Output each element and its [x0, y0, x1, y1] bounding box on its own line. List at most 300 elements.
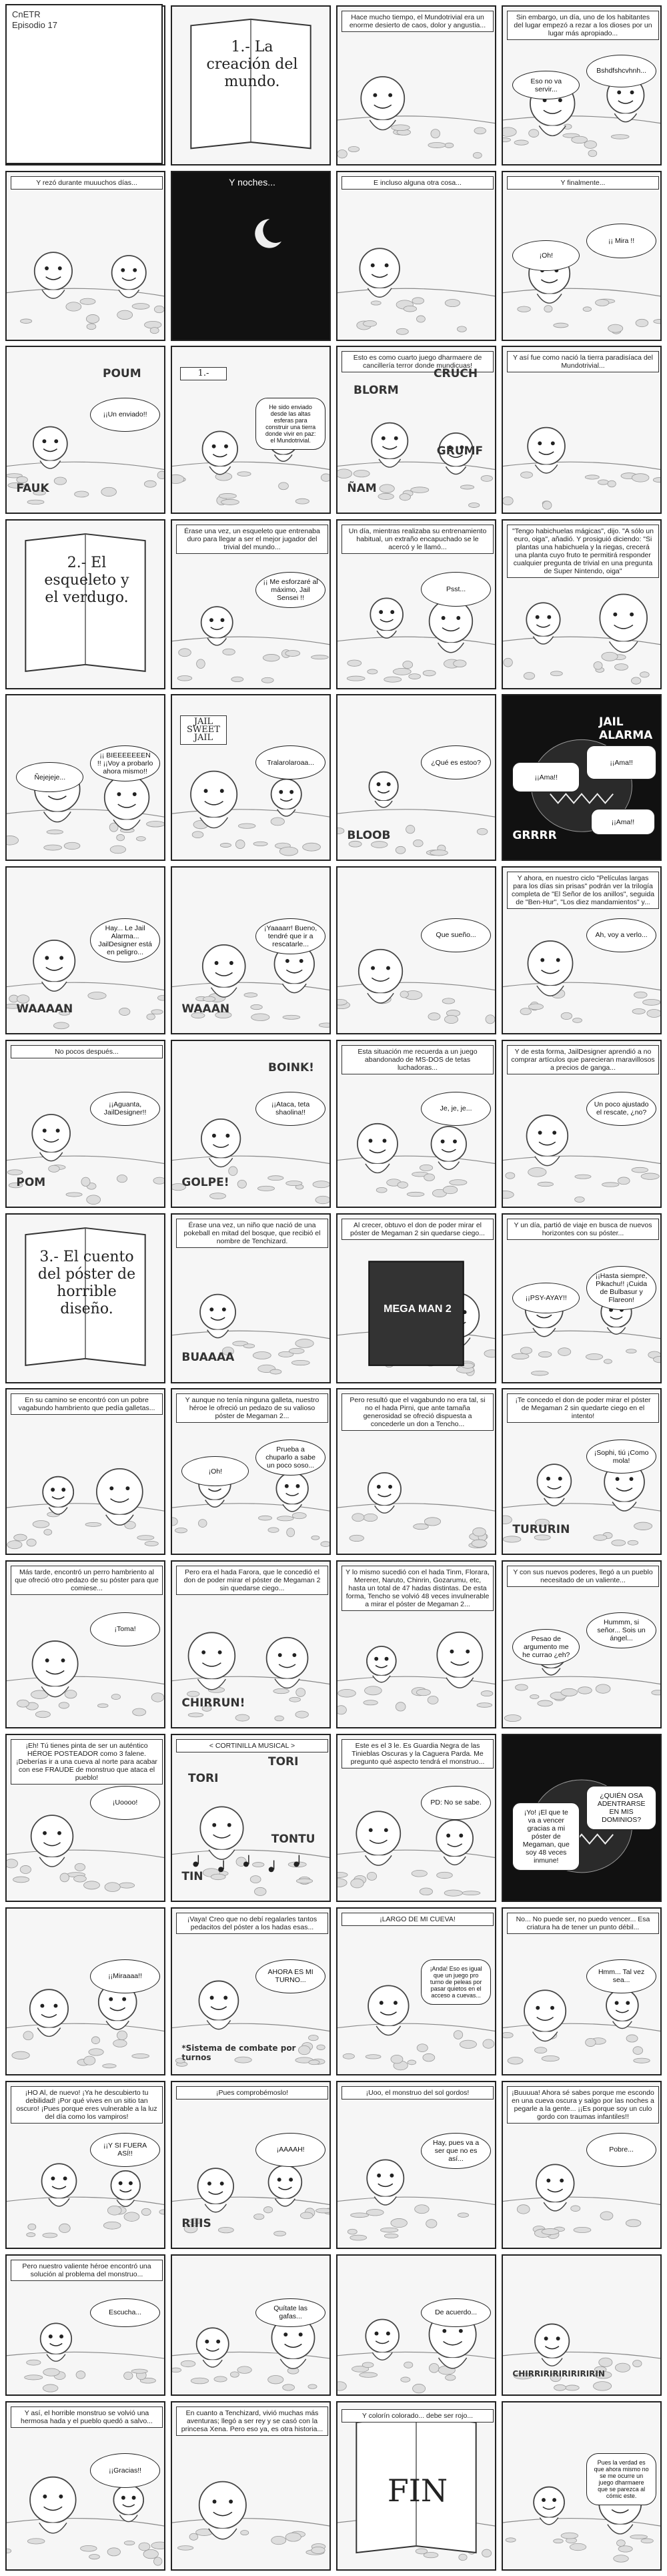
comic-panel: [5, 1040, 165, 1208]
character-eye: [229, 2500, 233, 2504]
sound-effect: *Sistema de combate por turnos: [181, 2043, 296, 2062]
rock-shape: [209, 1193, 225, 1199]
end-title: FIN: [387, 2472, 448, 2509]
speech-bubble: Je, je, je...: [421, 1092, 492, 1126]
rock-shape: [414, 1524, 429, 1530]
character-eye: [59, 2334, 63, 2338]
comic-panel: [336, 2254, 496, 2396]
speech-bubble: ¿Qué es estoo?: [421, 745, 492, 779]
character-eye: [54, 2004, 58, 2008]
rock-shape: [364, 1700, 378, 1705]
ground-line: [503, 1156, 660, 1163]
ground-line: [503, 462, 660, 469]
character-eye: [278, 1653, 282, 1657]
rock-shape: [211, 1874, 225, 1880]
rock-shape: [105, 1883, 120, 1892]
rock-shape: [420, 1888, 432, 1895]
rock-shape: [17, 1700, 29, 1707]
speech-bubble: Psst...: [421, 572, 492, 607]
rock-shape: [542, 2056, 559, 2061]
narration-caption: Pero resultó que el vagabundo no era tal, si no el hada Pirni, que ante tamaña generosidad se ofreció dispuesta a concederle un don a Tencho...: [342, 1393, 494, 1431]
rock-shape: [481, 1691, 493, 1696]
rock-shape: [542, 2228, 559, 2234]
speech-bubble: Hmm... Tal vez sea...: [586, 1959, 657, 1993]
rock-shape: [66, 1193, 82, 1197]
comic-panel: [336, 346, 496, 514]
character-head: [367, 2160, 404, 2196]
sound-effect: WAAAN: [181, 1002, 230, 1016]
rock-shape: [251, 1014, 269, 1021]
comic-panel: [171, 1388, 331, 1555]
rock-shape: [575, 1197, 585, 1202]
character-eye: [133, 792, 137, 796]
character-eye: [617, 90, 621, 94]
speech-bubble: Pues la verdad es que ahora mismo no se me ocurre un juego dharmaere que se parezca al cómic este.: [586, 2453, 657, 2505]
rock-shape: [338, 2382, 346, 2390]
rock-shape: [295, 1339, 313, 1348]
rock-shape: [137, 1536, 154, 1540]
rock-shape: [75, 1863, 85, 1871]
rock-shape: [35, 1711, 50, 1718]
character-eye: [133, 268, 137, 272]
character-eye: [385, 1657, 389, 1661]
character-body: [209, 1158, 233, 1167]
character-eye: [546, 2179, 550, 2183]
comic-panel: [171, 1213, 331, 1383]
character-head: [372, 423, 408, 459]
narration-caption: ¡Te concedo el don de poder mirar el póster de Megaman 2 sin quedarte ciego en el intento!: [507, 1393, 659, 1423]
rock-shape: [223, 649, 235, 655]
rock-shape: [424, 1518, 440, 1526]
sound-effect: TONTU: [271, 1833, 315, 1847]
character-eye: [119, 2181, 123, 2185]
character-body: [47, 2354, 65, 2361]
character-eye: [626, 2001, 630, 2005]
narration-caption: Y finalmente...: [507, 176, 659, 190]
rock-shape: [338, 1689, 356, 1697]
rock-shape: [287, 1528, 295, 1537]
rock-shape: [654, 319, 660, 323]
rock-shape: [220, 843, 231, 847]
rock-shape: [47, 830, 63, 834]
rock-shape: [503, 497, 513, 505]
rock-shape: [566, 2385, 580, 2390]
comic-panel: [5, 694, 165, 861]
narration-caption: ¡HO Al, de nuevo! ¡Ya he descubierto tu debilidad! ¡Por qué vives en un sitio tan oscuro! ¡Pues porque eres vulnerable a la luz del día como los vampiros!: [11, 2086, 163, 2124]
comic-panel: [336, 1734, 496, 1902]
rock-shape: [380, 485, 394, 493]
character-eye: [221, 618, 225, 622]
sound-effect: BUAAAA: [181, 1351, 235, 1364]
rock-shape: [7, 2549, 11, 2553]
character-head: [112, 256, 146, 290]
character-head: [267, 1638, 308, 1679]
rock-shape: [641, 1173, 659, 1179]
speech-bubble: ¡¡Un enviado!!: [90, 398, 161, 432]
rock-shape: [124, 2372, 133, 2379]
rock-shape: [49, 1165, 60, 1172]
rock-shape: [338, 1706, 346, 1714]
rock-shape: [632, 1167, 648, 1173]
speech-bubble: ¡Anda! Eso es igual que un juego pro turno de peleas por pasar quietos en el acceso a cuevas...: [421, 1959, 492, 2005]
rock-shape: [554, 2539, 564, 2543]
rock-shape: [424, 1174, 435, 1181]
character-body: [542, 2358, 562, 2366]
rock-shape: [237, 1180, 246, 1188]
rock-shape: [117, 2031, 127, 2040]
comic-panel: [336, 1040, 496, 1208]
character-body: [49, 2198, 69, 2206]
rock-shape: [110, 846, 125, 854]
sound-effect: WAAAAN: [16, 1002, 73, 1016]
rock-shape: [366, 2209, 384, 2215]
rock-shape: [295, 499, 309, 504]
rock-shape: [268, 2376, 283, 2384]
rock-shape: [285, 2533, 301, 2541]
comic-header: [5, 4, 163, 164]
character-eye: [538, 441, 542, 445]
character-eye: [384, 1828, 388, 1832]
rock-shape: [596, 1684, 610, 1693]
rock-shape: [604, 1359, 612, 1364]
rock-shape: [131, 2369, 147, 2373]
rock-shape: [14, 1534, 27, 1541]
speech-bubble: ¡¡Ama!!: [591, 809, 655, 835]
rock-shape: [87, 324, 96, 330]
rock-shape: [117, 1175, 127, 1183]
character-head: [606, 1989, 638, 2021]
rock-shape: [91, 2037, 99, 2044]
rock-shape: [561, 2533, 578, 2539]
character-eye: [209, 618, 213, 622]
character-eye: [382, 436, 386, 440]
sound-effect: TORI: [268, 1755, 299, 1769]
comic-panel: [502, 1040, 662, 1208]
character-eye: [299, 2332, 303, 2336]
character-head: [526, 603, 560, 636]
character-eye: [289, 790, 293, 794]
character-eye: [374, 1657, 378, 1661]
rock-shape: [391, 2218, 408, 2227]
rock-shape: [263, 654, 279, 661]
character-head: [201, 1119, 240, 1158]
rock-shape: [76, 2371, 85, 2379]
rock-shape: [428, 1013, 440, 1020]
ground-line: [338, 637, 495, 644]
sound-effect: ÑAM: [347, 481, 377, 495]
character-eye: [45, 266, 49, 270]
rock-shape: [151, 1010, 163, 1014]
rock-shape: [97, 1704, 108, 1708]
character-eye: [390, 610, 394, 614]
rock-shape: [27, 2539, 45, 2544]
character-head: [269, 2166, 302, 2199]
character-eye: [552, 2498, 556, 2502]
rock-shape: [460, 485, 474, 489]
speech-bubble: Tralarolaroaa...: [255, 745, 326, 779]
rock-shape: [53, 1022, 69, 1029]
rock-shape: [384, 2234, 398, 2238]
rock-shape: [75, 491, 89, 497]
rock-shape: [113, 2039, 127, 2047]
speech-bubble: Pesao de argumento me he currao ¿eh?: [512, 1629, 580, 1665]
ground-line: [7, 2197, 164, 2204]
speech-bubble: ¿QUIÉN OSA ADENTRARSE EN MIS DOMINIOS?: [586, 1786, 657, 1830]
rock-shape: [634, 2058, 650, 2063]
ground-line: [503, 2352, 660, 2358]
comic-panel: [171, 694, 331, 861]
character-eye: [556, 2336, 560, 2340]
rock-shape: [44, 845, 62, 850]
character-body: [207, 2020, 230, 2029]
ground-line: [338, 2023, 495, 2031]
rock-shape: [641, 2539, 653, 2543]
rock-shape: [632, 474, 649, 482]
rock-shape: [578, 1687, 592, 1694]
rock-shape: [101, 487, 117, 496]
rock-shape: [423, 2053, 435, 2061]
ground-line: [7, 2023, 164, 2031]
rock-shape: [117, 834, 125, 841]
rock-shape: [599, 2358, 612, 2366]
ground-line: [172, 1676, 329, 1684]
rock-shape: [573, 1018, 582, 1023]
rock-shape: [459, 2554, 467, 2561]
rock-shape: [197, 659, 205, 669]
rock-shape: [175, 1528, 187, 1532]
character-eye: [121, 2496, 125, 2500]
speech-bubble: PD: No se sabe.: [421, 1786, 492, 1820]
comic-panel: [171, 171, 331, 341]
music-note-icon: [218, 1867, 223, 1872]
narration-caption: Y así, el horrible monstruo se volvió una hermosa hada y el pueblo quedó a salvo...: [11, 2406, 163, 2428]
rock-shape: [133, 1708, 146, 1716]
character-eye: [544, 2336, 548, 2340]
character-eye: [442, 2329, 446, 2333]
rock-shape: [238, 824, 255, 828]
rock-shape: [472, 1540, 487, 1547]
narration-caption: No... No puede ser, no puedo vencer... Esa criatura ha de tener un punto débil...: [507, 1913, 659, 1934]
rock-shape: [347, 676, 365, 681]
speech-bubble: ¡¡Gracias!!: [90, 2453, 161, 2488]
rock-shape: [450, 1180, 467, 1185]
character-body: [610, 641, 638, 652]
character-body: [209, 2529, 237, 2539]
rock-shape: [274, 2231, 286, 2236]
rock-shape: [172, 2368, 181, 2372]
character-eye: [289, 2178, 293, 2182]
ground-line: [338, 1850, 495, 1857]
character-body: [275, 454, 292, 461]
character-eye: [550, 2006, 554, 2010]
rock-shape: [43, 2368, 60, 2376]
rock-shape: [311, 2547, 325, 2553]
narration-caption: En su camino se encontró con un pobre vagabundo hambriento que pedía galletas...: [11, 1393, 163, 1415]
rock-shape: [258, 1516, 271, 1520]
ground-line: [7, 1676, 164, 1684]
narration-caption: Y de esta forma, JailDesigner aprendió a no comprar artículos que parecieran maravillosos a precios de ganga...: [507, 1045, 659, 1074]
rock-shape: [86, 314, 99, 323]
rock-shape: [615, 664, 628, 671]
character-eye: [536, 2006, 540, 2010]
rock-shape: [279, 847, 297, 856]
character-eye: [394, 436, 398, 440]
rock-shape: [602, 652, 618, 661]
rock-shape: [460, 2040, 476, 2048]
speech-bubble: ¡Uoooo!: [90, 1786, 161, 1820]
rock-shape: [611, 135, 629, 139]
comic-panel: [502, 171, 662, 341]
character-head: [534, 2487, 564, 2518]
rock-shape: [376, 1187, 387, 1193]
rock-shape: [368, 669, 378, 674]
rock-shape: [535, 2047, 547, 2053]
speech-bubble: ¡¡Miraaaa!!: [90, 1959, 161, 1993]
rock-shape: [277, 1516, 293, 1521]
rock-shape: [203, 996, 215, 1002]
rock-shape: [367, 1872, 376, 1880]
rock-shape: [570, 2543, 586, 2550]
character-body: [544, 1498, 565, 1506]
rock-shape: [508, 2057, 523, 2064]
character-body: [535, 464, 557, 473]
music-note-icon: [269, 1867, 274, 1872]
ground-line: [338, 116, 495, 123]
rock-shape: [593, 2382, 611, 2390]
rock-shape: [177, 2546, 193, 2551]
rock-shape: [554, 323, 568, 328]
comic-panel: [502, 2401, 662, 2571]
rock-shape: [477, 1703, 492, 1708]
character-body: [540, 2518, 558, 2525]
character-eye: [213, 2500, 217, 2504]
rock-shape: [643, 999, 660, 1005]
rock-shape: [315, 2208, 329, 2213]
rock-shape: [398, 1182, 408, 1189]
rock-shape: [640, 672, 649, 677]
sound-effect: JAIL ALARMA: [599, 715, 653, 742]
rock-shape: [596, 300, 609, 306]
character-head: [528, 428, 565, 465]
ground-line: [503, 2197, 660, 2204]
rock-shape: [89, 2555, 100, 2559]
rock-shape: [150, 327, 159, 333]
ground-line: [172, 2519, 329, 2526]
ground-line: [172, 2023, 329, 2031]
music-note-icon: [294, 1862, 299, 1867]
character-body: [366, 1164, 390, 1173]
rock-shape: [351, 2213, 369, 2218]
character-eye: [215, 961, 219, 965]
rock-shape: [119, 1008, 130, 1015]
rock-shape: [28, 2224, 36, 2230]
rock-shape: [144, 480, 156, 487]
character-head: [189, 1632, 235, 1679]
rock-shape: [338, 828, 344, 834]
rock-shape: [483, 2039, 494, 2048]
character-body: [373, 1676, 390, 1682]
ground-line: [172, 2197, 329, 2204]
character-body: [205, 1500, 225, 1508]
rock-shape: [315, 1196, 329, 1203]
rock-shape: [117, 310, 133, 320]
ground-line: [503, 2519, 660, 2526]
rock-shape: [296, 1879, 312, 1883]
character-eye: [58, 266, 62, 270]
rock-shape: [172, 474, 184, 483]
ground-line: [7, 2519, 164, 2526]
rock-shape: [273, 1688, 289, 1693]
comic-panel: [171, 2401, 331, 2571]
rock-shape: [124, 2212, 139, 2222]
rock-shape: [153, 1177, 164, 1184]
character-eye: [450, 1650, 454, 1654]
character-body: [446, 466, 466, 474]
narration-caption: Más tarde, encontró un perro hambriento al que ofreció otro pedazo de su póster para que comiese...: [11, 1566, 163, 1595]
rock-shape: [454, 2031, 462, 2039]
rock-shape: [634, 992, 648, 998]
rock-shape: [253, 842, 267, 846]
character-body: [283, 1504, 302, 1512]
rock-shape: [528, 1168, 546, 1177]
character-eye: [212, 1823, 216, 1827]
rock-shape: [181, 2360, 195, 2366]
character-head: [191, 771, 237, 818]
rock-shape: [230, 2372, 239, 2377]
speech-bubble: Pobre...: [586, 2133, 657, 2167]
ground-line: [338, 810, 495, 817]
speech-bubble: ¡¡Ataca, teta shaolina!!: [255, 1092, 326, 1126]
rock-shape: [27, 2360, 41, 2365]
character-eye: [369, 1828, 373, 1832]
rock-shape: [88, 992, 106, 1000]
rock-shape: [416, 1689, 430, 1696]
narration-caption: Y lo mismo sucedió con el hada Tinm, Florara, Mererer, Naruto, Chinrin, Gozarumu, etc, hasta un total de 47 hadas distintas. De esta forma, Tencho se volvió 48 veces invulnerable a mirar el póster de Megaman 2...: [342, 1566, 494, 1611]
rock-shape: [107, 2548, 120, 2556]
rock-shape: [66, 302, 81, 311]
character-head: [524, 1990, 566, 2031]
comic-panel: [336, 1907, 496, 2075]
narration-caption: Al crecer, obtuvo el don de poder mirar el póster de Megaman 2 sin quedarse ciego...: [342, 1219, 494, 1240]
rock-shape: [404, 2362, 413, 2368]
character-body: [40, 460, 61, 468]
narration-caption: Pero era el hada Farora, que le concedió el don de poder mirar el póster de Megaman 2 sin quedarse ciego...: [176, 1566, 328, 1595]
character-eye: [222, 1307, 226, 1311]
speech-bubble: ¡Sophi, tiú ¡Como mola!: [586, 1439, 657, 1474]
rock-shape: [628, 1540, 638, 1545]
rock-shape: [7, 1859, 18, 1868]
rock-shape: [124, 2541, 135, 2545]
speech-bubble: ¡¡ Mira !!: [586, 224, 657, 258]
character-body: [119, 290, 139, 298]
sound-effect: BLOOB: [347, 829, 391, 842]
rock-shape: [486, 1015, 495, 1024]
character-eye: [125, 1486, 129, 1490]
character-head: [271, 779, 301, 809]
ground-line: [338, 982, 495, 990]
rock-shape: [254, 2214, 264, 2220]
rock-shape: [550, 671, 562, 676]
rock-shape: [243, 1344, 255, 1348]
rock-shape: [348, 146, 360, 151]
character-head: [199, 1981, 238, 2020]
character-eye: [556, 958, 560, 962]
rock-shape: [437, 1872, 453, 1878]
rock-shape: [263, 2207, 272, 2213]
rock-shape: [283, 1015, 300, 1019]
comic-panel: [336, 2401, 496, 2571]
rock-shape: [191, 2378, 208, 2384]
